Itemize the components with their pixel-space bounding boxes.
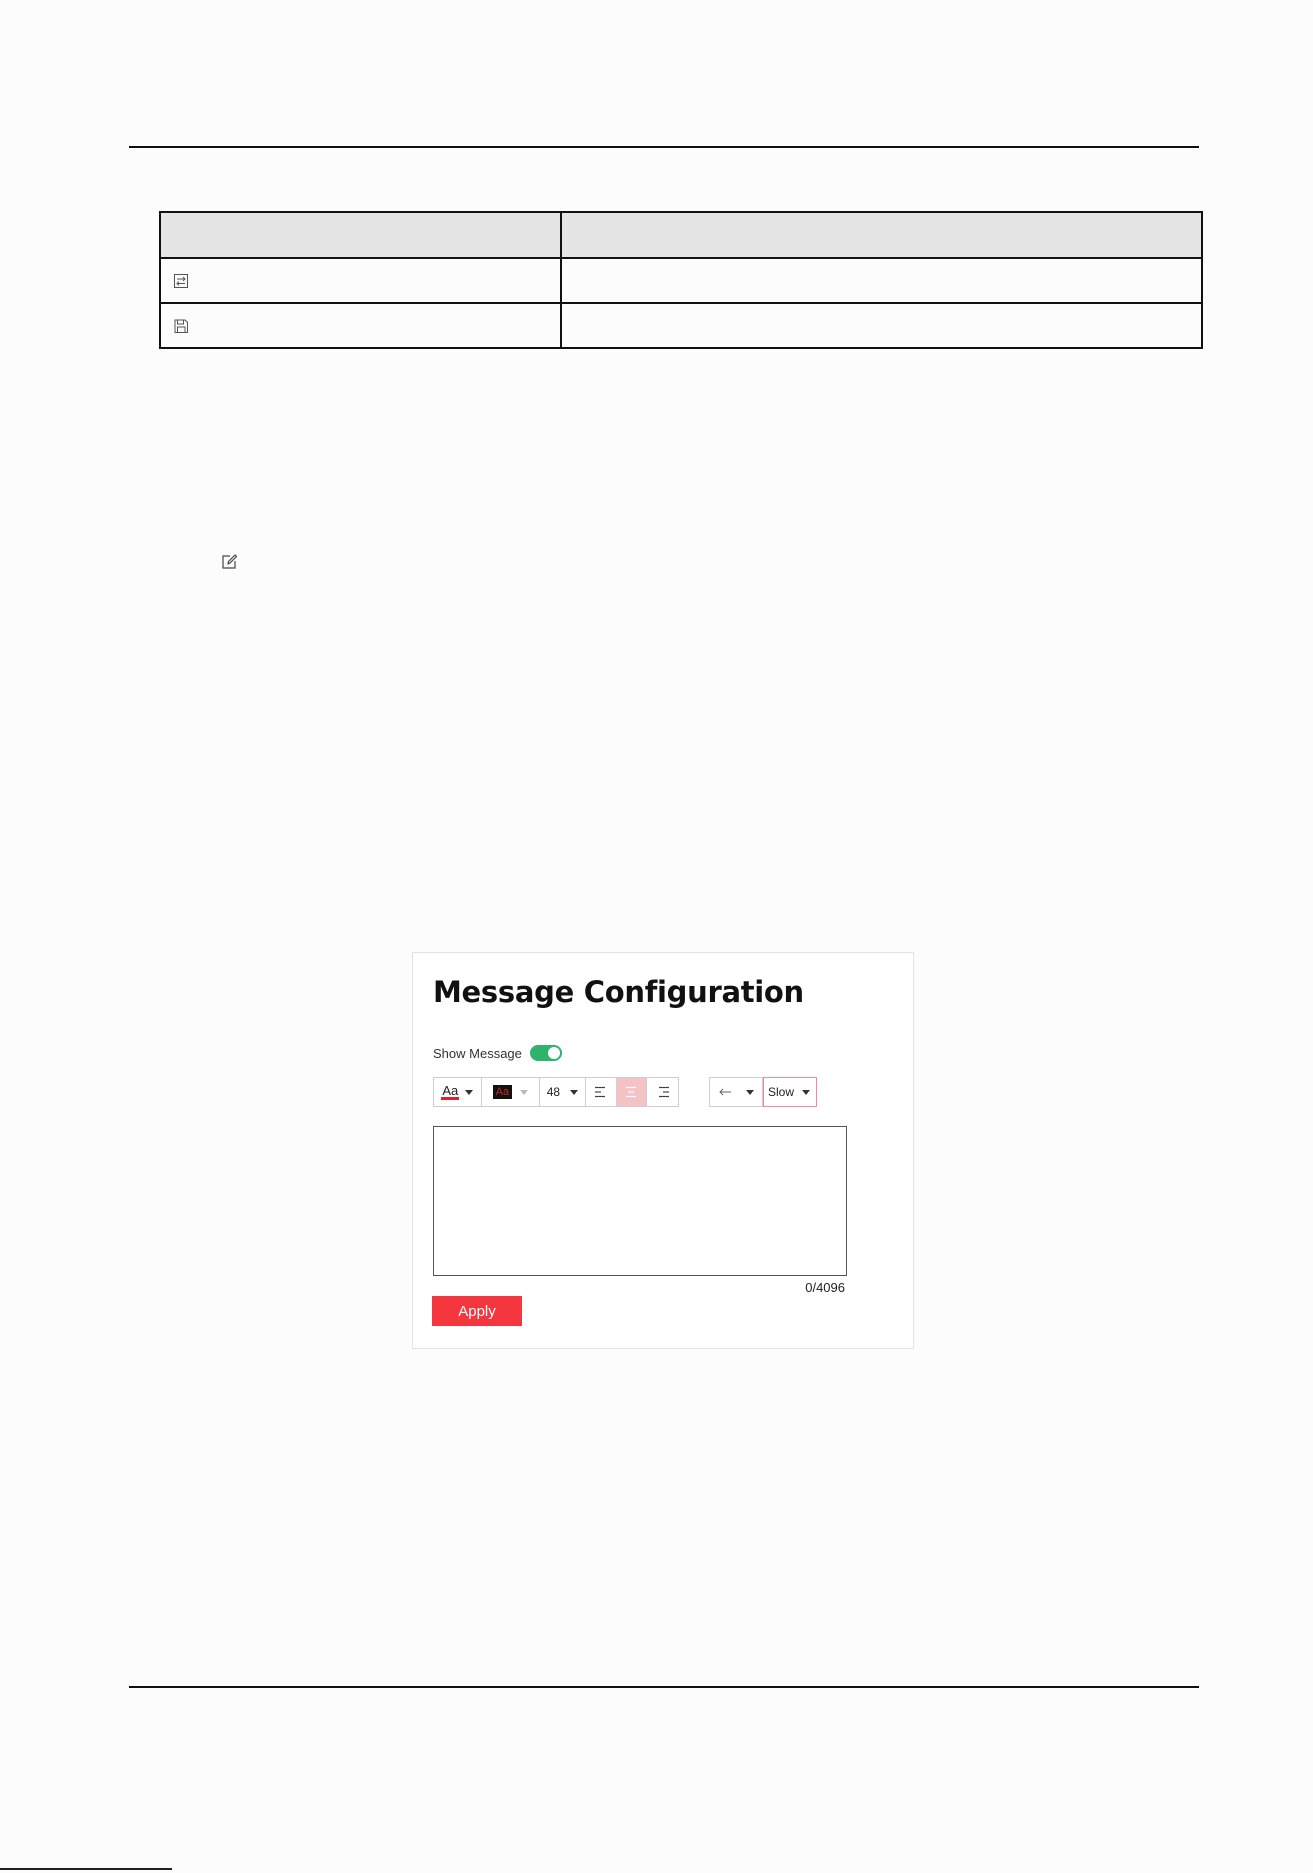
table-header-row [160, 212, 1202, 258]
show-message-row [433, 1043, 562, 1063]
table-row [160, 258, 1202, 303]
message-input[interactable] [433, 1126, 847, 1276]
align-right-button[interactable] [647, 1078, 678, 1106]
align-left-button[interactable] [586, 1078, 617, 1106]
font-size-dropdown[interactable] [540, 1078, 586, 1106]
footer-mark [0, 1868, 172, 1870]
footer-rule [129, 1686, 1199, 1688]
edit-icon[interactable] [220, 553, 238, 571]
scroll-speed-dropdown[interactable] [763, 1077, 817, 1107]
background-color-dropdown[interactable] [482, 1078, 541, 1106]
align-center-icon [624, 1086, 638, 1098]
scroll-direction-dropdown[interactable] [709, 1077, 763, 1107]
table-cell-description [561, 303, 1202, 348]
scroll-toolbar [709, 1077, 817, 1107]
table-header-cell [561, 212, 1202, 258]
save-icon [173, 318, 189, 334]
arrow-left-icon [718, 1087, 732, 1097]
background-color-icon: Aa [493, 1085, 512, 1099]
font-color-icon: Aa [442, 1083, 459, 1098]
font-color-dropdown[interactable] [434, 1078, 482, 1106]
show-message-label: Show Message [433, 1045, 522, 1061]
message-configuration-panel [412, 952, 914, 1349]
format-toolbar [433, 1077, 679, 1107]
align-center-button[interactable] [617, 1078, 648, 1106]
chevron-down-icon [465, 1090, 473, 1095]
table-header-cell [160, 212, 561, 258]
align-left-icon [594, 1086, 608, 1098]
table-cell-description [561, 258, 1202, 303]
chevron-down-icon [802, 1090, 810, 1095]
table-cell-icon [160, 303, 561, 348]
icon-description-table [159, 211, 1203, 349]
header-rule [129, 146, 1199, 148]
switch-icon [173, 273, 189, 289]
chevron-down-icon [520, 1090, 528, 1095]
font-size-value: 48 [546, 1085, 561, 1099]
table-row [160, 303, 1202, 348]
scroll-speed-value: Slow [768, 1085, 795, 1099]
panel-title: Message Configuration [433, 975, 804, 1009]
character-counter: 0/4096 [805, 1280, 845, 1295]
chevron-down-icon [746, 1090, 754, 1095]
show-message-toggle[interactable] [530, 1045, 562, 1061]
apply-button[interactable]: Apply [432, 1296, 522, 1326]
table-cell-icon [160, 258, 561, 303]
toggle-knob [548, 1047, 560, 1059]
align-right-icon [656, 1086, 670, 1098]
chevron-down-icon [570, 1090, 578, 1095]
